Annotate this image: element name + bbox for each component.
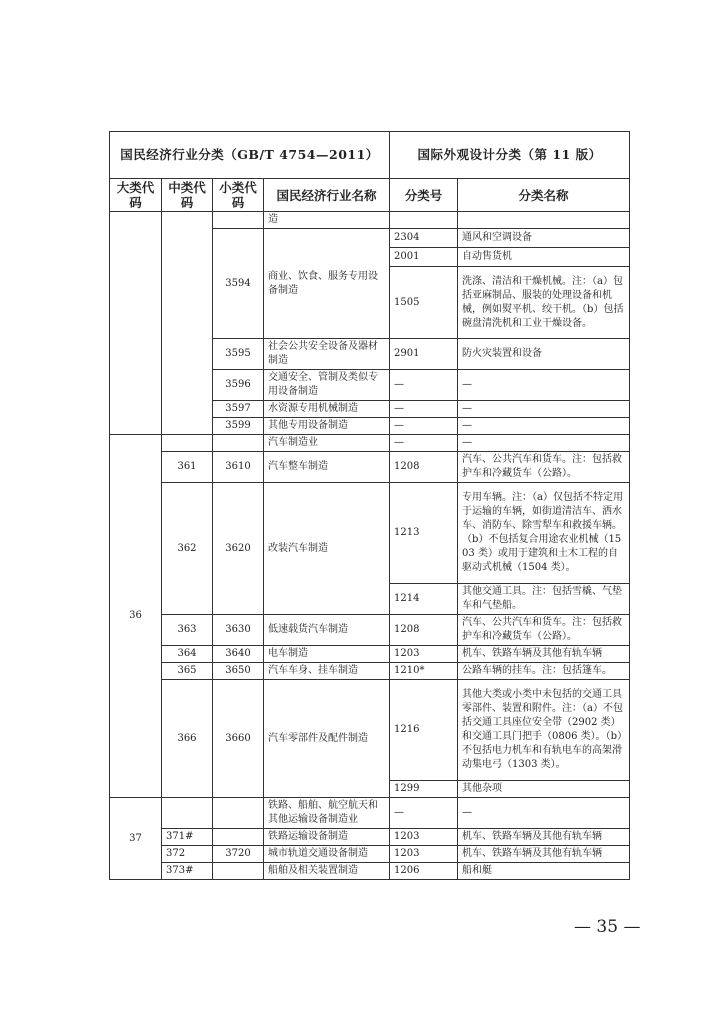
class-number: 2901 bbox=[390, 339, 458, 370]
class-name: — bbox=[458, 435, 630, 452]
table-row bbox=[110, 846, 630, 863]
medium-code: 361 bbox=[162, 452, 213, 483]
minor-code: 3610 bbox=[213, 452, 264, 483]
industry-name: 低速载货汽车制造 bbox=[264, 615, 390, 646]
class-name: — bbox=[458, 418, 630, 435]
class-name bbox=[458, 212, 630, 229]
class-number: 1214 bbox=[390, 584, 458, 615]
medium-code: 371# bbox=[162, 829, 213, 846]
class-name: 公路车辆的挂车。注：包括篷车。 bbox=[458, 663, 630, 680]
industry-name: 船舶及相关装置制造 bbox=[264, 863, 390, 880]
industry-name: 交通安全、管制及类似专用设备制造 bbox=[264, 370, 390, 401]
minor-code: 3650 bbox=[213, 663, 264, 680]
table-row bbox=[110, 646, 630, 663]
table-row bbox=[110, 435, 630, 452]
table-row bbox=[110, 798, 630, 829]
minor-code: 3597 bbox=[213, 401, 264, 418]
class-name: 船和艇 bbox=[458, 863, 630, 880]
medium-code: 372 bbox=[162, 846, 213, 863]
minor-code: 3596 bbox=[213, 370, 264, 401]
industry-name: 社会公共安全设备及器材制造 bbox=[264, 339, 390, 370]
minor-code: 3620 bbox=[213, 483, 264, 615]
minor-code bbox=[213, 829, 264, 846]
class-name: — bbox=[458, 370, 630, 401]
col-minor-code: 小类代码 bbox=[213, 179, 264, 212]
class-name: 洗涤、清洁和干燥机械。注：（a）包括亚麻制品、服装的处理设备和机械，例如熨平机、绞干机。（b）包括碗盘清洗机和工业干燥设备。 bbox=[458, 267, 630, 339]
class-number bbox=[390, 212, 458, 229]
class-number: 1203 bbox=[390, 646, 458, 663]
medium-code: 365 bbox=[162, 663, 213, 680]
class-number: 1210* bbox=[390, 663, 458, 680]
class-name: 机车、铁路车辆及其他有轨车辆 bbox=[458, 646, 630, 663]
class-number: 1208 bbox=[390, 452, 458, 483]
medium-code: 373# bbox=[162, 863, 213, 880]
medium-code: 363 bbox=[162, 615, 213, 646]
industry-name: 造 bbox=[264, 212, 390, 229]
table-row bbox=[110, 483, 630, 584]
table-row bbox=[110, 615, 630, 646]
industry-name: 汽车制造业 bbox=[264, 435, 390, 452]
medium-code: 366 bbox=[162, 680, 213, 798]
major-code: 36 bbox=[110, 435, 162, 798]
col-class-name: 分类名称 bbox=[458, 179, 630, 212]
class-name: 自动售货机 bbox=[458, 248, 630, 267]
class-number: — bbox=[390, 435, 458, 452]
class-name: 通风和空调设备 bbox=[458, 229, 630, 248]
industry-name: 电车制造 bbox=[264, 646, 390, 663]
class-name: 机车、铁路车辆及其他有轨车辆 bbox=[458, 846, 630, 863]
class-name: — bbox=[458, 798, 630, 829]
industry-name: 水资源专用机械制造 bbox=[264, 401, 390, 418]
page-number: — 35 — bbox=[574, 917, 641, 937]
class-name: — bbox=[458, 401, 630, 418]
class-number: 1203 bbox=[390, 829, 458, 846]
classification-table bbox=[109, 131, 630, 880]
class-number: 1299 bbox=[390, 781, 458, 798]
minor-code: 3720 bbox=[213, 846, 264, 863]
minor-code: 3599 bbox=[213, 418, 264, 435]
industry-name: 汽车车身、挂车制造 bbox=[264, 663, 390, 680]
class-number: 1216 bbox=[390, 680, 458, 781]
table-row bbox=[110, 212, 630, 229]
industry-name: 铁路运输设备制造 bbox=[264, 829, 390, 846]
class-number: 1203 bbox=[390, 846, 458, 863]
minor-code: 3640 bbox=[213, 646, 264, 663]
col-major-code: 大类代码 bbox=[110, 179, 162, 212]
industry-name: 其他专用设备制造 bbox=[264, 418, 390, 435]
class-number: 2001 bbox=[390, 248, 458, 267]
minor-code bbox=[213, 863, 264, 880]
minor-code: 3630 bbox=[213, 615, 264, 646]
col-medium-code: 中类代码 bbox=[162, 179, 213, 212]
industry-name: 改装汽车制造 bbox=[264, 483, 390, 615]
class-number: — bbox=[390, 798, 458, 829]
class-name: 机车、铁路车辆及其他有轨车辆 bbox=[458, 829, 630, 846]
industry-name: 汽车零部件及配件制造 bbox=[264, 680, 390, 798]
medium-code: 362 bbox=[162, 483, 213, 615]
header-national-classification: 国民经济行业分类（GB/T 4754—2011） bbox=[110, 132, 390, 179]
table-row bbox=[110, 829, 630, 846]
class-number: — bbox=[390, 401, 458, 418]
industry-name: 汽车整车制造 bbox=[264, 452, 390, 483]
industry-name: 城市轨道交通设备制造 bbox=[264, 846, 390, 863]
header-international-classification: 国际外观设计分类（第 11 版） bbox=[390, 132, 630, 179]
table-row bbox=[110, 452, 630, 483]
industry-name: 商业、饮食、服务专用设备制造 bbox=[264, 229, 390, 339]
class-name: 其他杂项 bbox=[458, 781, 630, 798]
minor-code: 3594 bbox=[213, 229, 264, 339]
minor-code: 3660 bbox=[213, 680, 264, 798]
table-row bbox=[110, 680, 630, 781]
class-number: 1505 bbox=[390, 267, 458, 339]
major-code: 37 bbox=[110, 798, 162, 880]
minor-code: 3595 bbox=[213, 339, 264, 370]
table-row bbox=[110, 663, 630, 680]
col-class-number: 分类号 bbox=[390, 179, 458, 212]
class-number: 1206 bbox=[390, 863, 458, 880]
class-number: 1213 bbox=[390, 483, 458, 584]
class-name: 其他交通工具。注：包括雪橇、气垫车和气垫船。 bbox=[458, 584, 630, 615]
industry-name: 铁路、船舶、航空航天和其他运输设备制造业 bbox=[264, 798, 390, 829]
class-name: 专用车辆。注：（a）仅包括不特定用于运输的车辆，如街道清洁车、洒水车、消防车、除雪犁车和救援车辆。（b）不包括复合用途农业机械（1503 类）或用于建筑和土木工程的自驱动式机械（1504 类）。 bbox=[458, 483, 630, 584]
class-name: 汽车、公共汽车和货车。注：包括救护车和冷藏货车（公路）。 bbox=[458, 615, 630, 646]
class-number: 2304 bbox=[390, 229, 458, 248]
class-name: 汽车、公共汽车和货车。注：包括救护车和冷藏货车（公路）。 bbox=[458, 452, 630, 483]
col-industry-name: 国民经济行业名称 bbox=[264, 179, 390, 212]
class-name: 防火灾装置和设备 bbox=[458, 339, 630, 370]
class-number: — bbox=[390, 370, 458, 401]
table-row bbox=[110, 863, 630, 880]
class-name: 其他大类或小类中未包括的交通工具零部件、装置和附件。注：（a）不包括交通工具座位安全带（2902 类）和交通工具门把手（0806 类）。（b）不包括电力机车和有轨电车的高架滑动集电弓（1303 类）。 bbox=[458, 680, 630, 781]
class-number: 1208 bbox=[390, 615, 458, 646]
class-number: — bbox=[390, 418, 458, 435]
medium-code: 364 bbox=[162, 646, 213, 663]
